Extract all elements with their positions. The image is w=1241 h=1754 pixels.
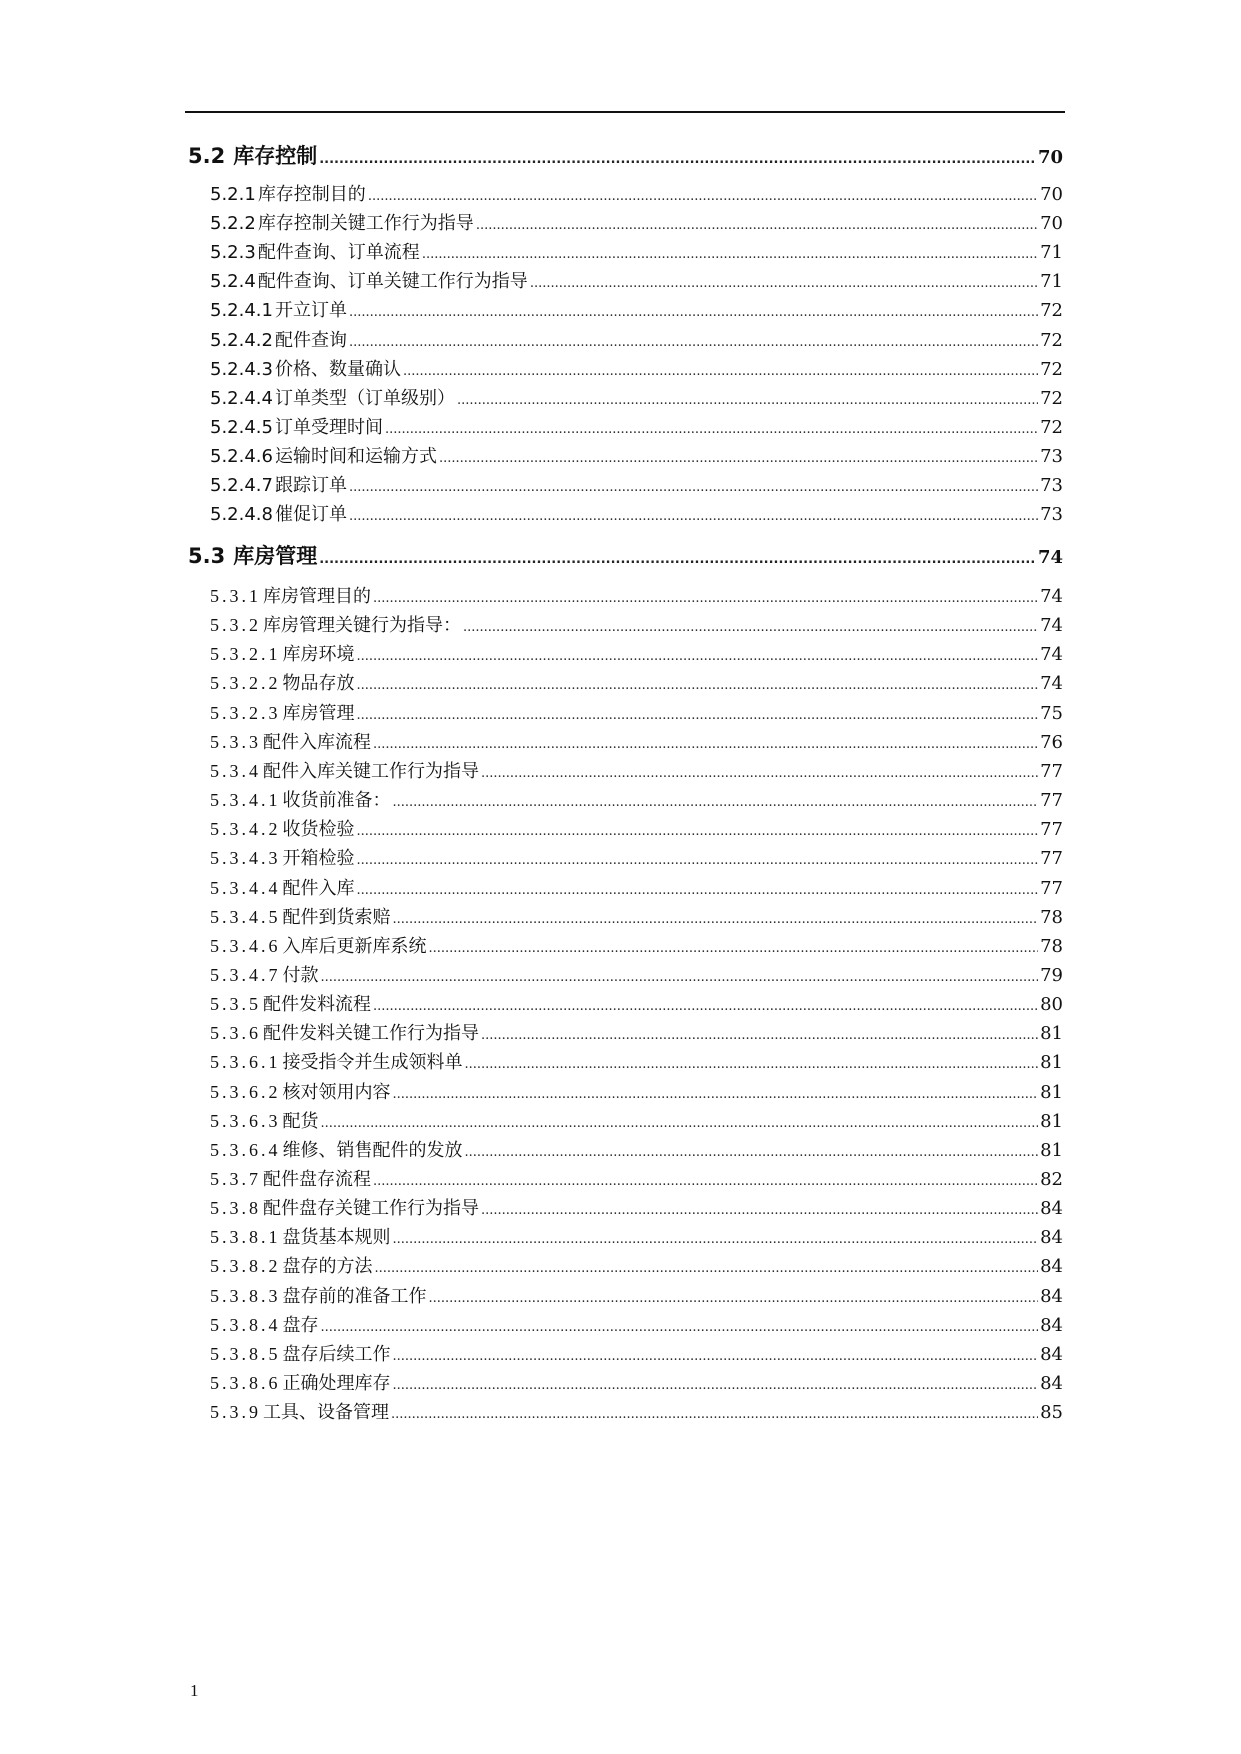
toc-leader-dots: [349, 300, 1038, 321]
toc-entry-page: 71: [1040, 242, 1063, 264]
toc-entry-page: 71: [1040, 271, 1063, 293]
toc-leader-dots: [476, 213, 1038, 234]
toc-entry-page: 84: [1040, 1198, 1063, 1220]
toc-entry-number: 5.3.2: [210, 615, 261, 636]
toc-entry[interactable]: [188, 326, 1063, 352]
toc-entry-page: 77: [1040, 819, 1063, 841]
toc-entry[interactable]: [188, 611, 1063, 637]
page-number: 1: [190, 1681, 199, 1700]
toc-entry-title: 配货: [282, 1110, 319, 1132]
toc-leader-dots: [319, 544, 1036, 568]
header-rule: [185, 111, 1065, 113]
toc-entry[interactable]: [188, 961, 1063, 987]
toc-leader-dots: [357, 819, 1039, 840]
toc-entry-title: 库房环境: [282, 644, 355, 666]
toc-entry-title: 配件查询: [274, 329, 347, 351]
toc-leader-dots: [349, 330, 1038, 351]
toc-entry-page: 78: [1040, 906, 1063, 928]
toc-entry-page: 84: [1040, 1343, 1063, 1365]
toc-entry-number: 5.2.4.5: [210, 416, 273, 438]
toc-leader-dots: [429, 936, 1039, 957]
toc-leader-dots: [530, 271, 1038, 292]
toc-leader-dots: [393, 790, 1039, 811]
toc-entry[interactable]: [188, 1282, 1063, 1308]
toc-entry[interactable]: [188, 1340, 1063, 1366]
toc-entry[interactable]: [188, 1078, 1063, 1104]
toc-leader-dots: [357, 878, 1039, 899]
toc-entry-page: 73: [1040, 445, 1063, 467]
toc-entry-number: 5.3.2.2: [210, 673, 281, 694]
toc-entry-number: 5.3.4.1: [210, 790, 281, 811]
toc-entry-title: 配件查询、订单流程: [257, 242, 420, 264]
toc-entry[interactable]: [188, 640, 1063, 666]
toc-entry[interactable]: [188, 209, 1063, 235]
toc-entry-title: 正确处理库存: [282, 1373, 391, 1395]
toc-entry-number: 5.3.5: [210, 994, 261, 1015]
toc-leader-dots: [457, 388, 1038, 409]
toc-entry-number: 5.2.4.3: [210, 358, 273, 380]
toc-leader-dots: [393, 1344, 1039, 1365]
toc-entry-page: 81: [1040, 1110, 1063, 1132]
toc-leader-dots: [385, 417, 1038, 438]
toc-entry-number: 5.3.9: [210, 1402, 261, 1423]
toc-entry-number: 5.3.6.3: [210, 1110, 281, 1131]
toc-entry-title: 运输时间和运输方式: [274, 445, 437, 467]
toc-leader-dots: [375, 1256, 1039, 1277]
toc-entry-number: 5.2.2: [210, 213, 256, 235]
toc-entry-page: 84: [1040, 1314, 1063, 1336]
toc-entry-page: 72: [1040, 416, 1063, 438]
toc-entry-page: 75: [1040, 702, 1063, 724]
toc-leader-dots: [373, 1169, 1038, 1190]
toc-entry-number: 5.2.4.4: [210, 387, 273, 409]
toc-entry-page: 84: [1040, 1373, 1063, 1395]
toc-leader-dots: [357, 848, 1039, 869]
toc-entry[interactable]: [188, 1369, 1063, 1395]
toc-entry-page: 72: [1040, 300, 1063, 322]
toc-entry-number: 5.3.4.3: [210, 848, 281, 869]
toc-entry-number: 5.2.3: [210, 242, 256, 264]
toc-entry-title: 库存控制目的: [257, 184, 366, 205]
toc-entry-page: 72: [1040, 387, 1063, 409]
toc-leader-dots: [393, 1227, 1039, 1248]
toc-entry-number: 5.2.4.2: [210, 329, 273, 351]
toc-entry[interactable]: [188, 238, 1063, 264]
toc-entry-title: 配件盘存流程: [263, 1169, 371, 1190]
toc-entry-number: 5.2.4.6: [210, 445, 273, 467]
toc-entry-page: 81: [1040, 1081, 1063, 1103]
toc-leader-dots: [393, 1082, 1039, 1103]
toc-entry-title: 库存控制: [233, 144, 318, 168]
toc-entry-number: 5.3.4.7: [210, 964, 281, 985]
toc-entry-title: 配件入库关键工作行为指导: [263, 760, 479, 782]
toc-entry-number: 5.3.6.4: [210, 1139, 281, 1160]
toc-entry-page: 84: [1040, 1227, 1063, 1249]
toc-entry[interactable]: [188, 874, 1063, 900]
toc-entry-page: 77: [1040, 760, 1063, 782]
toc-leader-dots: [393, 1373, 1039, 1394]
toc-entry[interactable]: [188, 1136, 1063, 1162]
toc-entry-page: 80: [1040, 994, 1063, 1016]
toc-leader-dots: [391, 1402, 1038, 1423]
toc-entry[interactable]: [188, 442, 1063, 468]
toc-entry-page: 81: [1040, 1023, 1063, 1045]
toc-entry-title: 库房管理: [282, 702, 355, 724]
toc-entry[interactable]: [188, 757, 1063, 783]
toc-entry-title: 核对领用内容: [282, 1081, 391, 1103]
toc-entry[interactable]: [188, 582, 1063, 608]
toc-entry-title: 配件入库: [282, 877, 355, 899]
toc-entry[interactable]: [188, 471, 1063, 497]
toc-entry-title: 库房管理目的: [263, 586, 371, 607]
toc-entry-number: 5.3.3: [210, 731, 261, 752]
toc-entry-title: 收货前准备：: [282, 790, 391, 812]
toc-entry-page: 74: [1040, 644, 1063, 666]
toc-entry[interactable]: [188, 180, 1063, 206]
toc-entry-title: 盘存前的准备工作: [282, 1285, 427, 1307]
toc-leader-dots: [349, 475, 1038, 496]
toc-entry-number: 5.2.4.7: [210, 475, 273, 496]
toc-entry-number: 5.3.8.6: [210, 1373, 281, 1394]
toc-leader-dots: [368, 184, 1038, 205]
toc-entry-title: 库存控制关键工作行为指导: [257, 213, 474, 235]
toc-entry-title: 配件发料流程: [263, 994, 371, 1016]
toc-leader-dots: [349, 504, 1038, 525]
toc-entry-number: 5.3.6.2: [210, 1081, 281, 1102]
toc-leader-dots: [393, 907, 1039, 928]
toc-leader-dots: [429, 1286, 1039, 1307]
toc-entry[interactable]: [188, 413, 1063, 439]
toc-entry-number: 5.3.8.4: [210, 1314, 281, 1335]
toc-leader-dots: [319, 144, 1036, 168]
toc-entry-page: 81: [1040, 1139, 1063, 1161]
toc-entry[interactable]: [188, 355, 1063, 381]
toc-entry-title: 入库后更新库系统: [282, 935, 427, 957]
toc-leader-dots: [403, 359, 1038, 380]
toc-entry-title: 库房管理: [233, 544, 318, 568]
toc-entry-title: 价格、数量确认: [274, 358, 401, 380]
toc-leader-dots: [422, 242, 1038, 263]
toc-entry-title: 催促订单: [274, 504, 347, 526]
toc-entry-title: 跟踪订单: [274, 475, 347, 496]
toc-entry-number: 5.3: [188, 544, 226, 568]
toc-entry-page: 73: [1040, 475, 1063, 496]
toc-entry-page: 70: [1040, 184, 1063, 205]
toc-entry-title: 库房管理关键行为指导：: [263, 615, 461, 637]
toc-entry-title: 物品存放: [282, 673, 355, 695]
toc-entry-page: 74: [1037, 547, 1063, 568]
toc-entry-page: 73: [1040, 504, 1063, 526]
toc-entry-title: 工具、设备管理: [263, 1402, 389, 1424]
toc-entry[interactable]: [188, 500, 1063, 526]
toc-entry-number: 5.3.8: [210, 1198, 261, 1219]
toc-entry[interactable]: [188, 296, 1063, 322]
toc-entry-page: 85: [1040, 1402, 1063, 1424]
toc-entry-title: 盘存后续工作: [282, 1343, 391, 1365]
toc-leader-dots: [465, 1052, 1039, 1073]
toc-leader-dots: [373, 732, 1038, 753]
toc-leader-dots: [439, 446, 1038, 467]
toc-leader-dots: [481, 1023, 1038, 1044]
toc-leader-dots: [373, 994, 1038, 1015]
toc-entry[interactable]: [188, 1398, 1063, 1424]
toc-entry-page: 79: [1040, 964, 1063, 986]
toc-entry-number: 5.3.4.4: [210, 877, 281, 898]
toc-entry-title: 开箱检验: [282, 848, 355, 870]
toc-entry-number: 5.3.2.1: [210, 644, 281, 665]
toc-entry[interactable]: [188, 815, 1063, 841]
toc-entry-page: 77: [1040, 848, 1063, 870]
toc-entry-page: 77: [1040, 877, 1063, 899]
toc-entry-page: 74: [1040, 673, 1063, 695]
toc-entry-number: 5.2.4: [210, 271, 256, 293]
toc-entry-title: 配件查询、订单关键工作行为指导: [257, 271, 528, 293]
toc-entry[interactable]: [188, 1019, 1063, 1045]
toc-entry[interactable]: [188, 1165, 1063, 1191]
toc-entry-page: 72: [1040, 358, 1063, 380]
toc-leader-dots: [481, 1198, 1038, 1219]
toc-entry-number: 5.3.8.2: [210, 1256, 281, 1277]
toc-entry-number: 5.3.8.1: [210, 1227, 281, 1248]
toc-leader-dots: [373, 586, 1038, 607]
toc-entry[interactable]: [188, 990, 1063, 1016]
toc-entry-page: 76: [1040, 731, 1063, 753]
toc-entry-number: 5.2.4.1: [210, 300, 273, 322]
toc-entry[interactable]: [188, 267, 1063, 293]
toc-entry-number: 5.3.2.3: [210, 702, 281, 723]
toc-entry[interactable]: [188, 728, 1063, 754]
toc-leader-dots: [321, 965, 1039, 986]
toc-entry[interactable]: [188, 932, 1063, 958]
toc-entry-number: 5.3.4.5: [210, 906, 281, 927]
toc-entry-page: 78: [1040, 935, 1063, 957]
toc-entry-title: 盘货基本规则: [282, 1227, 391, 1249]
toc-section-heading[interactable]: [188, 540, 1063, 570]
toc-entry-number: 5.3.4.2: [210, 819, 281, 840]
toc-entry-page: 74: [1040, 586, 1063, 607]
toc-entry-page: 74: [1040, 615, 1063, 637]
toc-entry-title: 配件到货索赔: [282, 906, 391, 928]
toc-entry-title: 订单类型（订单级别）: [274, 387, 455, 409]
toc-entry-title: 接受指令并生成领料单: [282, 1052, 463, 1074]
toc-leader-dots: [321, 1315, 1039, 1336]
toc-leader-dots: [357, 703, 1039, 724]
toc-entry-title: 盘存的方法: [282, 1256, 373, 1278]
toc-leader-dots: [481, 761, 1038, 782]
toc-entry-number: 5.3.8.5: [210, 1343, 281, 1364]
toc-entry-page: 81: [1040, 1052, 1063, 1074]
toc-entry-number: 5.2.4.8: [210, 504, 273, 526]
toc-entry-title: 盘存: [282, 1314, 319, 1336]
toc-entry-number: 5.2: [188, 144, 226, 168]
toc-entry-title: 配件发料关键工作行为指导: [263, 1023, 479, 1045]
toc-entry-page: 72: [1040, 329, 1063, 351]
toc-entry-number: 5.2.1: [210, 184, 256, 205]
toc-entry[interactable]: [188, 1252, 1063, 1278]
toc-entry-number: 5.3.8.3: [210, 1285, 281, 1306]
toc-entry-title: 开立订单: [274, 300, 347, 322]
toc-entry[interactable]: [188, 1194, 1063, 1220]
toc-entry[interactable]: [188, 1048, 1063, 1074]
toc-entry-title: 配件盘存关键工作行为指导: [263, 1198, 479, 1220]
toc-leader-dots: [465, 1140, 1039, 1161]
toc-entry-number: 5.3.1: [210, 586, 261, 606]
toc-entry[interactable]: [188, 1311, 1063, 1337]
toc-entry-page: 70: [1037, 147, 1063, 168]
toc-entry-page: 82: [1040, 1169, 1063, 1190]
toc-leader-dots: [357, 644, 1039, 665]
toc-entry-number: 5.3.4: [210, 760, 261, 781]
toc-entry-number: 5.3.6.1: [210, 1052, 281, 1073]
toc-entry-page: 77: [1040, 790, 1063, 812]
toc-entry[interactable]: [188, 669, 1063, 695]
toc-entry[interactable]: [188, 903, 1063, 929]
toc-section-heading[interactable]: [188, 140, 1063, 170]
toc-entry[interactable]: [188, 699, 1063, 725]
toc-entry[interactable]: [188, 1223, 1063, 1249]
toc-entry-title: 付款: [282, 964, 319, 986]
toc-entry[interactable]: [188, 786, 1063, 812]
toc-entry-number: 5.3.6: [210, 1023, 261, 1044]
toc-entry-title: 收货检验: [282, 819, 355, 841]
toc-entry-page: 84: [1040, 1285, 1063, 1307]
toc-leader-dots: [321, 1111, 1039, 1132]
toc-entry-title: 维修、销售配件的发放: [282, 1139, 463, 1161]
toc-entry[interactable]: [188, 1107, 1063, 1133]
toc-entry-page: 70: [1040, 213, 1063, 235]
toc-entry-number: 5.3.7: [210, 1169, 261, 1189]
toc-entry-title: 配件入库流程: [263, 731, 371, 753]
toc-entry[interactable]: [188, 844, 1063, 870]
toc-entry-number: 5.3.4.6: [210, 935, 281, 956]
toc-leader-dots: [463, 615, 1038, 636]
toc-entry[interactable]: [188, 384, 1063, 410]
toc-entry-page: 84: [1040, 1256, 1063, 1278]
toc-leader-dots: [357, 673, 1039, 694]
toc-entry-title: 订单受理时间: [274, 416, 383, 438]
